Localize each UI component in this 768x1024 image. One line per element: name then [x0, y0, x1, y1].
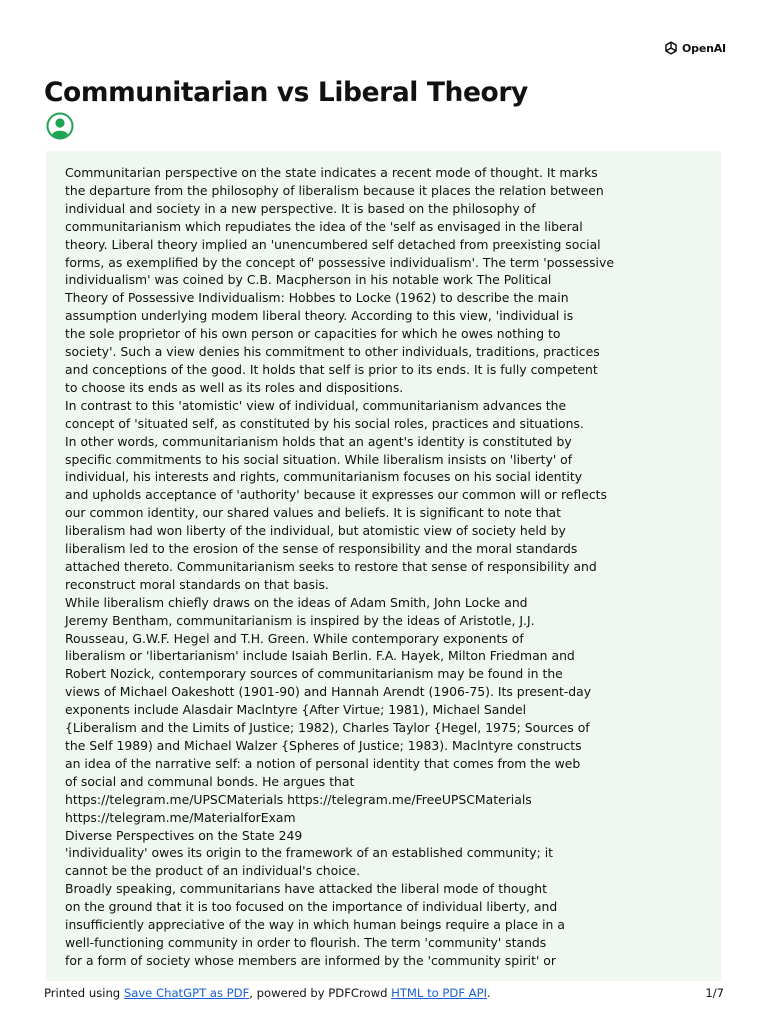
message-line: liberalism led to the erosion of the sense of responsibility and the moral standards: [65, 541, 578, 557]
message-line: Diverse Perspectives on the State 249: [65, 827, 303, 843]
message-line: communitarianism which repudiates the idea of the 'self as envisaged in the liberal: [65, 218, 583, 234]
message-line: assumption underlying modem liberal theory. According to this view, 'individual is: [65, 308, 574, 324]
footer: [44, 986, 724, 1000]
message-block: [46, 151, 721, 981]
save-chatgpt-pdf-link[interactable]: Save ChatGPT as PDF: [123, 986, 250, 1000]
message-line: Broadly speaking, communitarians have attacked the liberal mode of thought: [65, 881, 547, 897]
user-avatar-icon: [46, 112, 74, 140]
message-line: well-functioning community in order to flourish. The term 'community' stands: [65, 934, 547, 950]
openai-logo-icon: [663, 40, 679, 56]
message-line: society'. Such a view denies his commitment to other individuals, traditions, practices: [65, 344, 600, 360]
message-line: liberalism or 'libertarianism' include Isaiah Berlin. F.A. Hayek, Milton Friedman and: [65, 648, 575, 664]
footer-prefix: Printed using: [44, 986, 124, 1000]
message-text: [65, 164, 703, 970]
message-line: individual, his interests and rights, communitarianism focuses on his social identity: [65, 469, 583, 485]
message-line: attached thereto. Communitarianism seeks to restore that sense of responsibility and: [65, 558, 597, 574]
message-line: https://telegram.me/UPSCMaterials https://telegram.me/FreeUPSCMaterials: [65, 791, 532, 807]
message-line: In other words, communitarianism holds that an agent's identity is constituted by: [65, 433, 572, 449]
message-line: Theory of Possessive Individualism: Hobbes to Locke (1962) to describe the main: [65, 290, 569, 306]
brand-name: OpenAI: [682, 41, 726, 55]
message-line: of social and communal bonds. He argues that: [65, 773, 355, 789]
message-line: to choose its ends as well as its roles and dispositions.: [65, 379, 404, 395]
message-line: exponents include Alasdair Maclntyre {After Virtue; 1981), Michael Sandel: [65, 702, 527, 718]
page-title: Communitarian vs Liberal Theory: [44, 77, 528, 108]
message-line: In contrast to this 'atomistic' view of individual, communitarianism advances the: [65, 397, 567, 413]
message-line: 'individuality' owes its origin to the framework of an established community; it: [65, 845, 554, 861]
message-line: specific commitments to his social situation. While liberalism insists on 'liberty' of: [65, 451, 573, 467]
message-line: theory. Liberal theory implied an 'unencumbered self detached from preexisting social: [65, 236, 601, 252]
message-line: Robert Nozick, contemporary sources of communitarianism may be found in the: [65, 666, 563, 682]
message-line: {Liberalism and the Limits of Justice; 1982), Charles Taylor {Hegel, 1975; Sources of: [65, 720, 590, 736]
message-line: views of Michael Oakeshott (1901-90) and Hannah Arendt (1906-75). Its present-day: [65, 684, 592, 700]
message-line: forms, as exemplified by the concept of' possessive individualism'. The term 'possessive: [65, 254, 614, 270]
message-line: While liberalism chiefly draws on the ideas of Adam Smith, John Locke and: [65, 594, 528, 610]
message-line: the departure from the philosophy of liberalism because it places the relation between: [65, 182, 604, 198]
message-line: the sole proprietor of his own person or capacities for which he owes nothing to: [65, 326, 561, 342]
message-line: and upholds acceptance of 'authority' because it expresses our common will or reflects: [65, 487, 607, 503]
message-line: insufficiently appreciative of the way in which human beings require a place in a: [65, 917, 565, 933]
message-line: Communitarian perspective on the state indicates a recent mode of thought. It marks: [65, 165, 598, 180]
message-line: individualism' was coined by C.B. Macpherson in his notable work The Political: [65, 272, 552, 288]
message-line: our common identity, our shared values and beliefs. It is significant to note that: [65, 505, 561, 521]
footer-middle: , powered by PDFCrowd: [249, 986, 392, 1000]
message-line: on the ground that it is too focused on the importance of individual liberty, and: [65, 899, 558, 915]
message-line: https://telegram.me/MaterialforExam: [65, 809, 296, 825]
footer-suffix: .: [487, 986, 491, 1000]
page-number: 1/7: [705, 986, 724, 1000]
message-line: cannot be the product of an individual's choice.: [65, 863, 361, 879]
message-line: Rousseau, G.W.F. Hegel and T.H. Green. While contemporary exponents of: [65, 630, 524, 646]
message-line: Jeremy Bentham, communitarianism is inspired by the ideas of Aristotle, J.J.: [65, 612, 535, 628]
message-line: reconstruct moral standards on that basis.: [65, 576, 329, 592]
message-line: concept of 'situated self, as constituted by his social roles, practices and situations.: [65, 415, 584, 431]
message-line: and conceptions of the good. It holds that self is prior to its ends. It is fully competent: [65, 361, 598, 377]
message-line: individual and society in a new perspective. It is based on the philosophy of: [65, 200, 536, 216]
openai-brand: [663, 40, 726, 56]
message-line: for a form of society whose members are informed by the 'community spirit' or: [65, 952, 556, 968]
message-line: liberalism had won liberty of the individual, but atomistic view of society held by: [65, 523, 566, 539]
message-line: the Self 1989) and Michael Walzer {Spheres of Justice; 1983). Maclntyre constructs: [65, 738, 582, 753]
html-to-pdf-api-link[interactable]: HTML to PDF API: [391, 986, 488, 1000]
message-line: an idea of the narrative self: a notion of personal identity that comes from the web: [65, 755, 581, 771]
